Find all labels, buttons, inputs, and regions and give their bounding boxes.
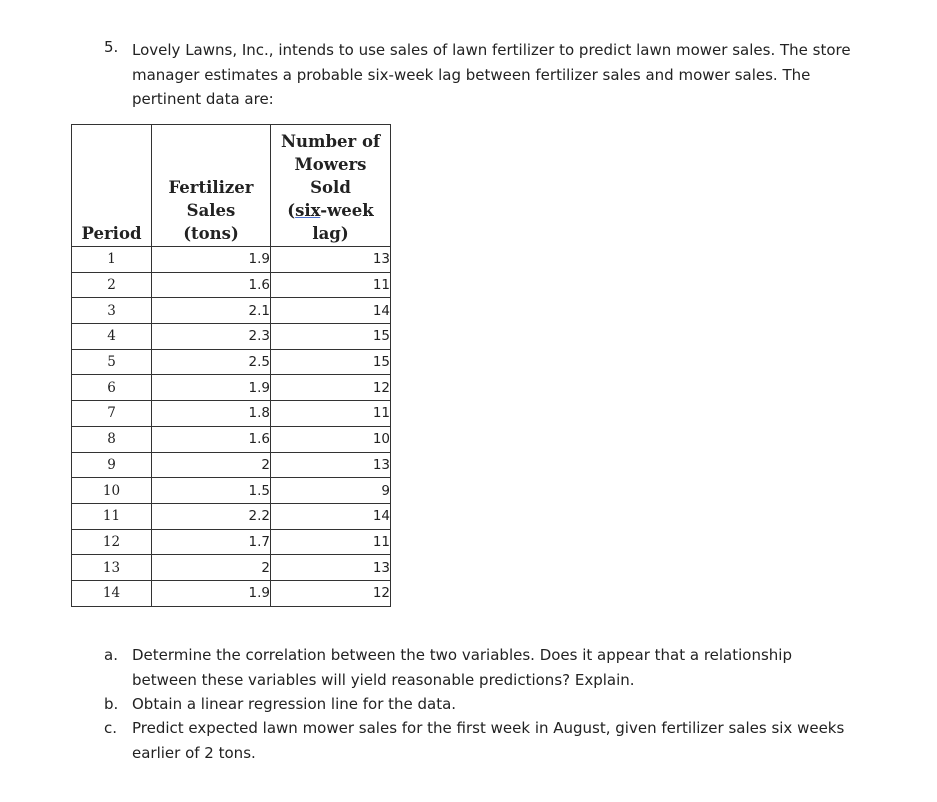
- table-row: [72, 503, 391, 529]
- table-row: [72, 426, 391, 452]
- mowers-header: Number of Mowers Sold (six-week lag): [271, 125, 391, 247]
- period-cell: 3: [72, 298, 152, 324]
- fertilizer-cell: 2.2: [152, 503, 271, 529]
- fertilizer-cell: 1.7: [152, 529, 271, 555]
- fertilizer-cell: 2.3: [152, 324, 271, 350]
- table-row: [72, 452, 391, 478]
- fertilizer-cell: 1.6: [152, 426, 271, 452]
- mowers-cell: 9: [271, 478, 391, 504]
- period-cell: 10: [72, 478, 152, 504]
- period-cell: 5: [72, 349, 152, 375]
- mowers-cell: 15: [271, 324, 391, 350]
- fertilizer-cell: 1.5: [152, 478, 271, 504]
- fertilizer-cell: 2: [152, 555, 271, 581]
- question-text: Lovely Lawns, Inc., intends to use sales of lawn fertilizer to predict lawn mower sales. The store manager estimates a probable six-week lag between fertilizer sales and mower sales. The pertinent data are:: [132, 41, 851, 108]
- subquestion-letter: c.: [104, 719, 118, 737]
- fertilizer-cell: 2.5: [152, 349, 271, 375]
- mowers-cell: 13: [271, 247, 391, 273]
- mowers-cell: 14: [271, 298, 391, 324]
- period-cell: 2: [72, 272, 152, 298]
- data-table: [71, 124, 391, 607]
- table-row: [72, 555, 391, 581]
- period-cell: 8: [72, 426, 152, 452]
- fertilizer-cell: 1.6: [152, 272, 271, 298]
- fertilizer-cell: 1.9: [152, 247, 271, 273]
- mowers-cell: 10: [271, 426, 391, 452]
- period-cell: 1: [72, 247, 152, 273]
- period-cell: 9: [72, 452, 152, 478]
- period-cell: 6: [72, 375, 152, 401]
- period-cell: 4: [72, 324, 152, 350]
- period-cell: 7: [72, 401, 152, 427]
- table-row: [72, 298, 391, 324]
- table-row: [72, 375, 391, 401]
- period-header: Period: [72, 125, 152, 247]
- mowers-cell: 13: [271, 452, 391, 478]
- subquestion-letter: b.: [104, 695, 119, 713]
- fertilizer-cell: 1.9: [152, 580, 271, 606]
- mowers-cell: 15: [271, 349, 391, 375]
- period-cell: 12: [72, 529, 152, 555]
- fertilizer-cell: 2.1: [152, 298, 271, 324]
- mowers-cell: 12: [271, 580, 391, 606]
- table-row: [72, 529, 391, 555]
- mowers-cell: 11: [271, 401, 391, 427]
- mowers-cell: 14: [271, 503, 391, 529]
- period-cell: 13: [72, 555, 152, 581]
- mowers-cell: 13: [271, 555, 391, 581]
- subquestion-text: Predict expected lawn mower sales for the first week in August, given fertilizer sales six weeks earlier of 2 tons.: [132, 719, 845, 762]
- fertilizer-cell: 1.9: [152, 375, 271, 401]
- mowers-cell: 11: [271, 272, 391, 298]
- table-row: [72, 324, 391, 350]
- question-number: 5.: [104, 38, 119, 56]
- mowers-cell: 12: [271, 375, 391, 401]
- subquestion-text: Determine the correlation between the two variables. Does it appear that a relationship between these variables will yield reasonable predictions? Explain.: [132, 646, 792, 689]
- mowers-cell: 11: [271, 529, 391, 555]
- fertilizer-cell: 1.8: [152, 401, 271, 427]
- period-cell: 14: [72, 580, 152, 606]
- table-row: [72, 478, 391, 504]
- table-row: [72, 272, 391, 298]
- table-row: [72, 247, 391, 273]
- table-row: [72, 401, 391, 427]
- table-header-row: [72, 125, 391, 247]
- period-cell: 11: [72, 503, 152, 529]
- subquestion-text: Obtain a linear regression line for the data.: [132, 695, 457, 713]
- table-row: [72, 349, 391, 375]
- fertilizer-header: Fertilizer Sales (tons): [152, 125, 271, 247]
- table-row: [72, 580, 391, 606]
- fertilizer-cell: 2: [152, 452, 271, 478]
- subquestion-letter: a.: [104, 646, 118, 664]
